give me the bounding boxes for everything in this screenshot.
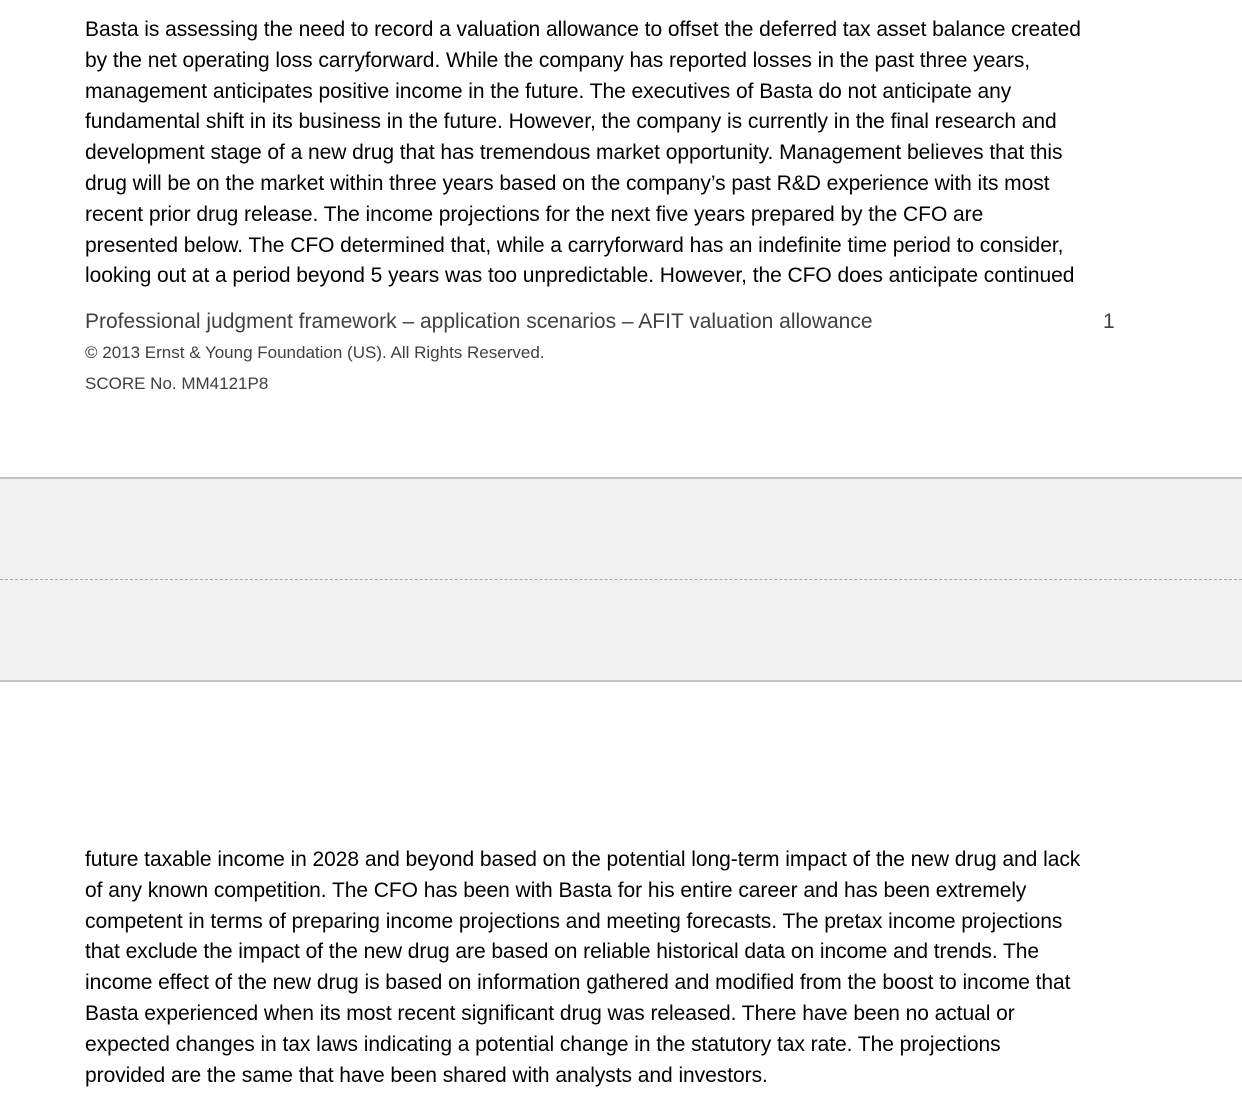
paragraph-line: looking out at a period beyond 5 years was too unpredictable. However, the CFO does anticipate continued <box>85 264 1075 288</box>
paragraph-line: provided are the same that have been shared with analysts and investors. <box>85 1063 768 1087</box>
paragraph-line: by the net operating loss carryforward. While the company has reported losses in the past three years, <box>85 48 1031 72</box>
paragraph-line: presented below. The CFO determined that, while a carryforward has an indefinite time period to consider, <box>85 233 1064 257</box>
footer-document-title: Professional judgment framework – application scenarios – AFIT valuation allowance <box>85 310 873 333</box>
paragraph-line: development stage of a new drug that has tremendous market opportunity. Management believes that this <box>85 141 1063 165</box>
body-paragraph-top <box>85 15 1165 292</box>
paragraph-line: future taxable income in 2028 and beyond based on the potential long-term impact of the new drug and lack <box>85 848 1081 871</box>
paragraph-line: fundamental shift in its business in the future. However, the company is currently in the final research and <box>85 110 1057 134</box>
page-separator <box>0 477 1242 682</box>
paragraph-line: Basta is assessing the need to record a valuation allowance to offset the deferred tax asset balance created <box>85 18 1081 41</box>
paragraph-line: management anticipates positive income in the future. The executives of Basta do not anticipate any <box>85 79 1012 103</box>
paragraph-line: income effect of the new drug is based on information gathered and modified from the boost to income that <box>85 971 1071 995</box>
body-paragraph-bottom <box>85 845 1165 1091</box>
paragraph-line: recent prior drug release. The income projections for the next five years prepared by the CFO are <box>85 202 984 226</box>
document-page-2 <box>0 682 1242 1112</box>
paragraph-line: expected changes in tax laws indicating a potential change in the statutory tax rate. The projections <box>85 1032 1001 1056</box>
paragraph-line: drug will be on the market within three years based on the company’s past R&D experience with its most <box>85 171 1050 195</box>
paragraph-line: competent in terms of preparing income projections and meeting forecasts. The pretax income projections <box>85 909 1063 933</box>
paragraph-line: of any known competition. The CFO has been with Basta for his entire career and has been extremely <box>85 878 1027 902</box>
paragraph-line: Basta experienced when its most recent significant drug was released. There have been no actual or <box>85 1001 1015 1025</box>
footer-score-number: SCORE No. MM4121P8 <box>85 374 269 393</box>
footer-copyright: © 2013 Ernst & Young Foundation (US). All Rights Reserved. <box>85 343 545 362</box>
footer-page-number: 1 <box>1103 310 1115 333</box>
paragraph-line: that exclude the impact of the new drug are based on reliable historical data on income and trends. The <box>85 940 1040 964</box>
document-page-1 <box>0 0 1242 477</box>
page-break-line <box>0 579 1242 580</box>
